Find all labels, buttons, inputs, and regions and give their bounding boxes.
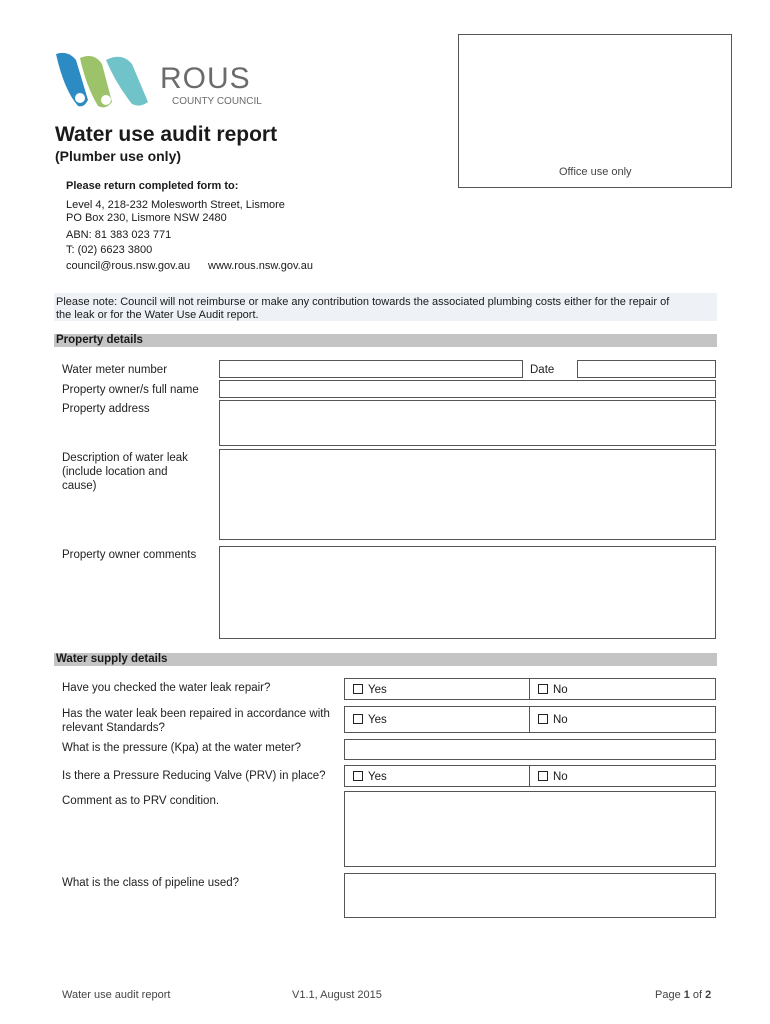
q2-line-1: Has the water leak been repaired in accordance with [62, 708, 330, 720]
q2-no-text: No [553, 714, 568, 726]
q1-no-cell [529, 678, 716, 700]
footer-page-current: 1 [683, 989, 690, 1001]
prv-comment-field[interactable] [344, 791, 716, 867]
property-address-label: Property address [62, 403, 150, 415]
footer-page-total: 2 [705, 989, 712, 1001]
q6-label: What is the class of pipeline used? [62, 877, 240, 889]
q4-no-text: No [553, 771, 568, 783]
property-section-header: Property details [54, 334, 717, 347]
notice-banner [54, 293, 717, 321]
q2-yes-cell [344, 706, 530, 733]
q2-no-cell [529, 706, 716, 733]
notice-line-2: the leak or for the Water Use Audit report. [56, 309, 259, 321]
office-use-box [458, 34, 732, 188]
q1-yes-option[interactable] [353, 683, 387, 697]
page-subtitle: (Plumber use only) [55, 148, 182, 164]
footer-doc-title: Water use audit report [62, 989, 171, 1001]
q4-yes-option[interactable] [353, 770, 387, 784]
address-line-2: PO Box 230, Lismore NSW 2480 [66, 212, 227, 224]
email-link[interactable]: council@rous.nsw.gov.au [66, 260, 191, 272]
owner-name-field[interactable] [219, 380, 716, 398]
q2-label [62, 707, 330, 735]
phone: T: (02) 6623 3800 [66, 244, 153, 256]
footer-page-of: of [689, 989, 706, 1001]
q1-yes-text: Yes [368, 684, 387, 696]
q2-yes-option[interactable] [353, 713, 387, 727]
meter-number-label: Water meter number [62, 364, 168, 376]
council-logo [54, 50, 279, 112]
date-label: Date [530, 364, 555, 376]
footer-version: V1.1, August 2015 [292, 989, 382, 1001]
q3-label: What is the pressure (Kpa) at the water meter? [62, 742, 302, 754]
leak-description-label [62, 451, 188, 493]
page-title: Water use audit report [55, 123, 278, 146]
q1-label: Have you checked the water leak repair? [62, 682, 271, 694]
owner-name-label: Property owner/s full name [62, 384, 199, 396]
leak-description-line-1: Description of water leak [62, 452, 188, 464]
meter-number-field[interactable] [219, 360, 523, 378]
checkbox-icon[interactable] [538, 771, 548, 781]
q4-no-cell [529, 765, 716, 787]
return-heading: Please return completed form to: [66, 180, 239, 192]
logo-name: ROUS [160, 62, 251, 95]
checkbox-icon[interactable] [353, 714, 363, 724]
footer-page-number [655, 988, 711, 1002]
leak-description-line-3: cause) [62, 480, 97, 492]
checkbox-icon[interactable] [353, 684, 363, 694]
footer-page-word: Page [655, 989, 684, 1001]
q4-yes-cell [344, 765, 530, 787]
owner-comments-field[interactable] [219, 546, 716, 639]
checkbox-icon[interactable] [538, 684, 548, 694]
q4-label: Is there a Pressure Reducing Valve (PRV) in place? [62, 770, 326, 782]
owner-comments-label: Property owner comments [62, 549, 197, 561]
date-field[interactable] [577, 360, 716, 378]
checkbox-icon[interactable] [538, 714, 548, 724]
office-use-label: Office use only [559, 166, 632, 178]
q1-no-option[interactable] [538, 683, 568, 697]
q2-line-2: relevant Standards? [62, 722, 165, 734]
q4-no-option[interactable] [538, 770, 568, 784]
q1-no-text: No [553, 684, 568, 696]
abn: ABN: 81 383 023 771 [66, 229, 172, 241]
address-line-1: Level 4, 218-232 Molesworth Street, Lismore [66, 199, 285, 211]
pipeline-class-field[interactable] [344, 873, 716, 918]
q1-yes-cell [344, 678, 530, 700]
q2-no-option[interactable] [538, 713, 568, 727]
q4-yes-text: Yes [368, 771, 387, 783]
supply-section-header: Water supply details [54, 653, 717, 666]
property-address-field[interactable] [219, 400, 716, 446]
pressure-field[interactable] [344, 739, 716, 760]
q5-label: Comment as to PRV condition. [62, 795, 220, 807]
q2-yes-text: Yes [368, 714, 387, 726]
logo-subtitle: COUNTY COUNCIL [172, 96, 262, 107]
leak-description-field[interactable] [219, 449, 716, 540]
notice-line-1: Please note: Council will not reimburse or make any contribution towards the associated plumbing costs either for the repair of [56, 296, 670, 308]
checkbox-icon[interactable] [353, 771, 363, 781]
leak-description-line-2: (include location and [62, 466, 168, 478]
website-link[interactable]: www.rous.nsw.gov.au [208, 260, 313, 272]
logo-mark-icon [54, 50, 154, 110]
